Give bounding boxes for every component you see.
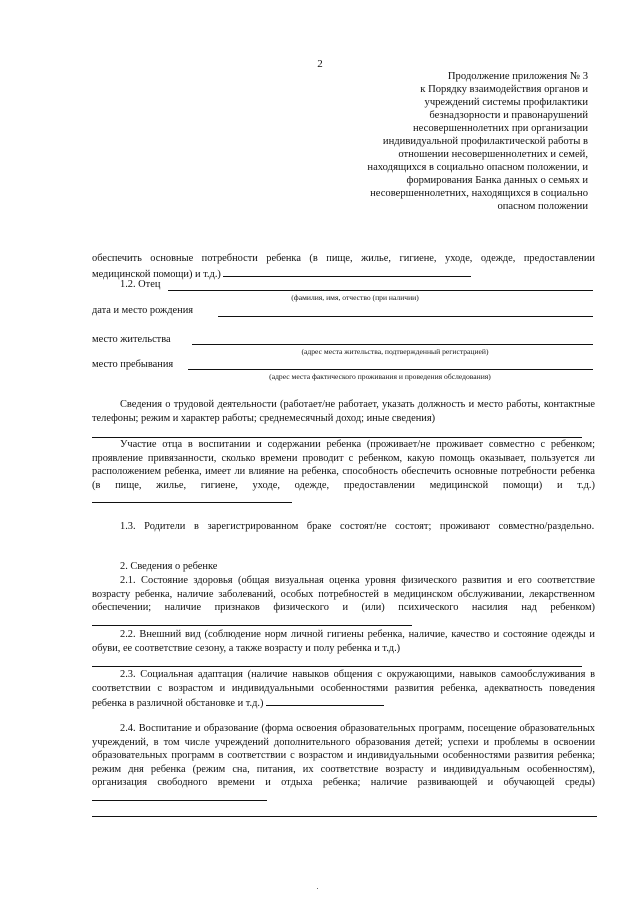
header-line: отношении несовершеннолетних и семей, [398,149,588,160]
father-name-caption: (фамилия, имя, отчество (при наличии) [291,293,419,302]
stay-label: место пребывания [92,359,174,370]
participation-text: Участие отца в воспитании и содержании ребенка (проживает/не проживает совместно с ребенком; проявление привязанности, сколько времени проводит с ребенком, какую помощь оказывает, пользуется ли расположением ребенка, имеет ли влияние на ребенка, способность обеспечить основные потребности ребенка (в пище, жилье, гигиене, уходе, одежде, предоставлении медицинской помощи) и т.д.) [92,439,595,491]
education-line [92,816,597,817]
intro-paragraph [92,252,595,281]
header-line: учреждений системы профилактики [424,97,588,108]
father-label: 1.2. Отец [120,279,161,290]
participation-paragraph [92,438,595,508]
appearance-line [92,666,582,667]
fill-line [266,695,384,706]
header-line: Продолжение приложения № 3 [447,71,588,82]
residence-caption: (адрес места жительства, подтвержденный регистрацией) [301,347,489,356]
header-line: безнадзорности и правонарушений [429,110,588,121]
education-paragraph [92,722,595,805]
father-name-line [168,290,593,291]
health-paragraph [92,574,595,630]
fill-line [92,492,292,503]
scan-speck [317,888,318,889]
birth-label: дата и место рождения [92,305,194,316]
education-text: 2.4. Воспитание и образование (форма освоения образовательных программ, посещение образовательных учреждений, в том числе учреждений дополнительного образования детей; успехи и проблемы в освоении образовательных программ в соответствии с возрастом и индивидуальными особенностями развития ребенка; режим дня ребенка (режим сна, питания, их соответствие возрасту и индивидуальным особенностям), организация свободного времени и отдыха ребенка; наличие развивающей и обучающей среды) [92,723,595,788]
header-line: к Порядку взаимодействия органов и [420,84,588,95]
adaptation-text: 2.3. Социальная адаптация (наличие навыков общения с окружающими, навыков самообслуживания в соответствии с возрастом и индивидуальными особенностями развития ребенка, адекватность поведения ребенка в различной обстановке и т.д.) [92,669,595,709]
header-line: индивидуальной профилактической работы в [382,136,588,147]
header-line: несовершеннолетних, находящихся в социально [370,188,588,199]
adaptation-paragraph [92,668,595,711]
birth-line [218,316,593,317]
header-line: несовершеннолетних при организации [413,123,588,134]
fill-line [92,615,412,626]
residence-line [192,344,593,345]
stay-line [188,369,593,370]
residence-label: место жительства [92,334,171,345]
fill-line [92,790,267,801]
fill-line [223,266,471,277]
marriage-paragraph: 1.3. Родители в зарегистрированном браке состоят/не состоят; проживают совместно/раздельно. [120,521,595,532]
intro-text: обеспечить основные потребности ребенка (в пище, жилье, гигиене, уходе, одежде, предоставлении медицинской помощи) и т.д.) [92,253,595,280]
work-paragraph: Сведения о трудовой деятельности (работает/не работает, указать должность и место работы, контактные телефоны; режим и характер работы; среднемесячный доход; иные сведения) [92,399,595,424]
appendix-header [328,70,588,213]
header-line: находящихся в социально опасном положении, и [367,162,588,173]
child-section-title: 2. Сведения о ребенке [120,561,218,572]
header-line: формирования Банка данных о семьях и [406,175,588,186]
stay-caption: (адрес места фактического проживания и проведения обследования) [269,372,491,381]
header-line: опасном положении [497,201,588,212]
health-text: 2.1. Состояние здоровья (общая визуальная оценка уровня физического развития и его соответствие возрасту ребенка, наличие заболеваний, особых потребностей в медицинском обслуживании, лекарственном обеспечении; наличие признаков физического и (или) психического насилия над ребенком) [92,575,595,613]
page-number: 2 [317,58,323,70]
appearance-paragraph: 2.2. Внешний вид (соблюдение норм личной гигиены ребенка, наличие, качество и состояние одежды и обуви, ее соответствие сезону, а также возрасту и полу ребенка и т.д.) [92,629,595,654]
